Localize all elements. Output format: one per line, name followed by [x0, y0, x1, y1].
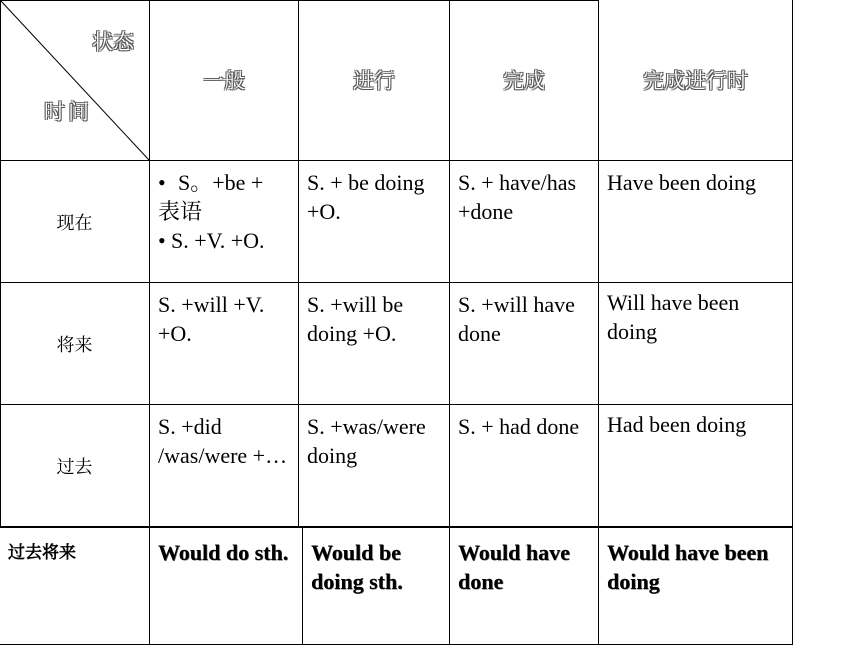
- column-header-progressive: 进行: [353, 69, 395, 93]
- cell-present-general-2: [150, 221, 298, 260]
- row-label-past-future: 过去将来: [8, 543, 76, 563]
- cell-past-perfect-progressive: Had been doing: [607, 412, 747, 437]
- cell-past-future-general: Would do sth.: [158, 540, 289, 565]
- cell-past-future-perfect-progressive: Would have been doing: [607, 540, 769, 594]
- column-header-perfect-progressive: 完成进行时: [643, 69, 748, 93]
- cell-future-progressive: S. +will be doing +O.: [307, 292, 404, 346]
- col-border-5: [792, 0, 793, 645]
- cell-past-future-progressive: Would be doing sth.: [311, 540, 403, 594]
- list-item: • S. +V. +O.: [158, 228, 265, 253]
- cell-future-general: S. +will +V. +O.: [158, 292, 265, 346]
- cell-past-perfect: S. + had done: [458, 414, 580, 439]
- row-border-4: [0, 526, 793, 528]
- corner-time-label: 时间: [44, 100, 92, 124]
- cell-future-perfect-progressive: Will have been doing: [607, 290, 740, 344]
- list-item: • S。+be + 表语: [158, 170, 264, 224]
- corner-diagonal: [0, 0, 150, 161]
- row-label-future: 将来: [56, 334, 93, 356]
- cell-present-progressive: S. + be doing +O.: [307, 170, 425, 224]
- cell-past-progressive: S. +was/were doing: [307, 414, 426, 468]
- cell-past-general: S. +did /was/were +…: [158, 414, 288, 468]
- cell-future-perfect: S. +will have done: [458, 292, 575, 346]
- cell-present-perfect: S. + have/has +done: [458, 170, 577, 224]
- corner-status-label: 状态: [92, 30, 134, 54]
- row-label-past: 过去: [56, 456, 93, 478]
- column-header-perfect: 完成: [503, 69, 545, 93]
- cell-present-perfect-progressive: Have been doing: [607, 170, 757, 195]
- cell-past-future-perfect: Would have done: [458, 540, 570, 594]
- row-label-present: 现在: [56, 212, 93, 234]
- column-header-general: 一般: [203, 69, 245, 93]
